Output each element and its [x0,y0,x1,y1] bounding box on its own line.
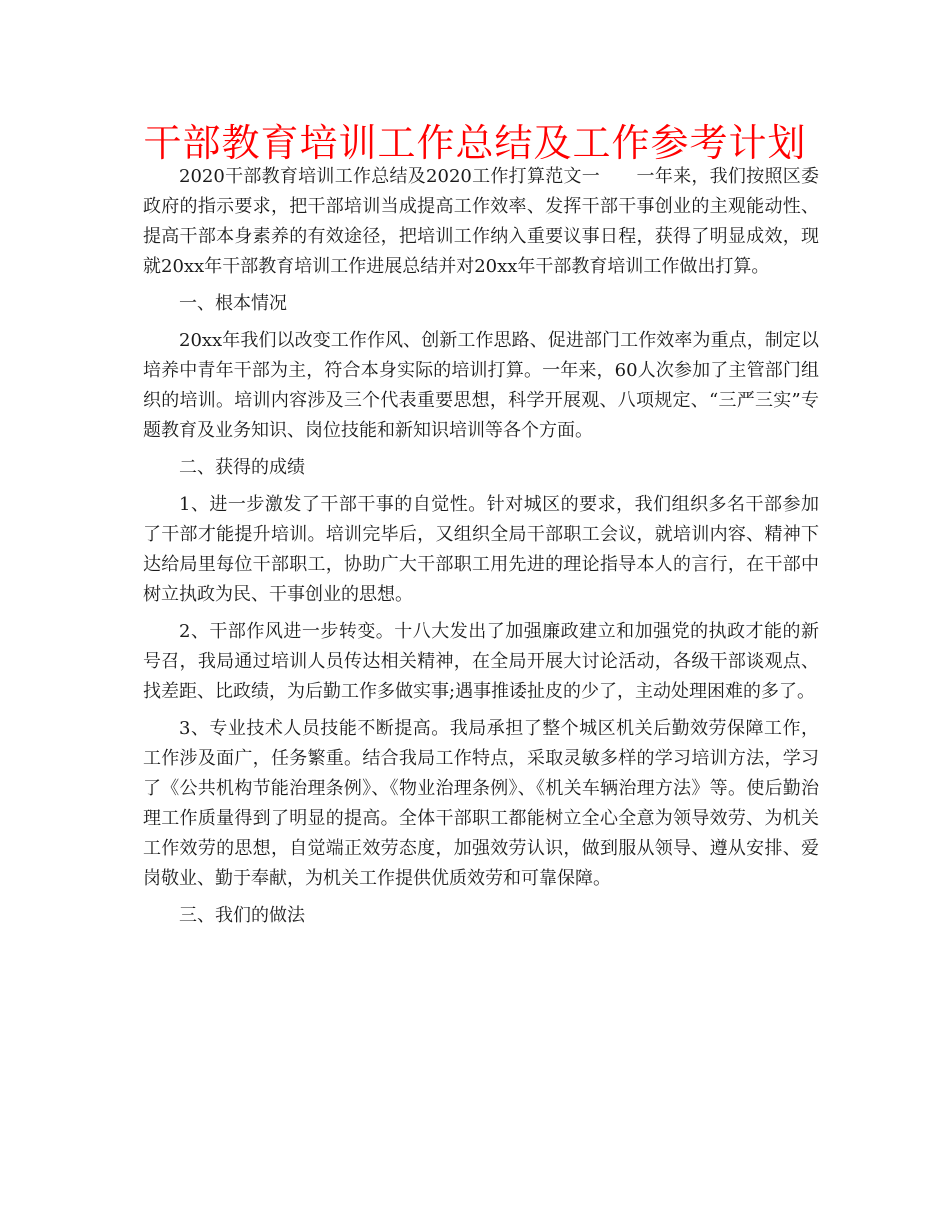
basic-situation-paragraph: 20xx年我们以改变工作作风、创新工作思路、促进部门工作效率为重点，制定以培养中青年干部为主，符合本身实际的培训打算。一年来，60人次参加了主管部门组织的培训。培训内容涉及三个代表重要思想，科学开展观、八项规定、“三严三实”专题教育及业务知识、岗位技能和新知识培训等各个方面。 [143,330,819,441]
document-title: 干部教育培训工作总结及工作参考计划 [143,121,807,165]
document-body [143,162,819,938]
section-heading-our-methods: 三、我们的做法 [179,905,305,926]
section-heading-basic-situation: 一、根本情况 [179,293,287,314]
intro-paragraph: 2020干部教育培训工作总结及2020工作打算范文一 一年来，我们按照区委政府的指示要求，把干部培训当成提高工作效率、发挥干部干事创业的主观能动性、提高干部本身素养的有效途径，把培训工作纳入重要议事日程，获得了明显成效，现就20xx年干部教育培训工作进展总结并对20xx年干部教育培训工作做出打算。 [143,166,819,277]
achievement-paragraph-1: 1、进一步激发了干部干事的自觉性。针对城区的要求，我们组织多名干部参加了干部才能提升培训。培训完毕后，又组织全局干部职工会议，就培训内容、精神下达给局里每位干部职工，协助广大干部职工用先进的理论指导本人的言行，在干部中树立执政为民、干事创业的思想。 [143,494,819,605]
achievement-paragraph-2: 2、干部作风进一步转变。十八大发出了加强廉政建立和加强党的执政才能的新号召，我局通过培训人员传达相关精神，在全局开展大讨论活动，各级干部谈观点、找差距、比政绩，为后勤工作多做实事;遇事推诿扯皮的少了，主动处理困难的多了。 [143,621,819,702]
achievement-paragraph-3: 3、专业技术人员技能不断提高。我局承担了整个城区机关后勤效劳保障工作，工作涉及面广，任务繁重。结合我局工作特点，采取灵敏多样的学习培训方法，学习了《公共机构节能治理条例》、《物业治理条例》、《机关车辆治理方法》等。使后勤治理工作质量得到了明显的提高。全体干部职工都能树立全心全意为领导效劳、为机关工作效劳的思想，自觉端正效劳态度，加强效劳认识，做到服从领导、遵从安排、爱岗敬业、勤于奉献，为机关工作提供优质效劳和可靠保障。 [143,718,819,889]
section-heading-achievements: 二、获得的成绩 [179,457,305,478]
